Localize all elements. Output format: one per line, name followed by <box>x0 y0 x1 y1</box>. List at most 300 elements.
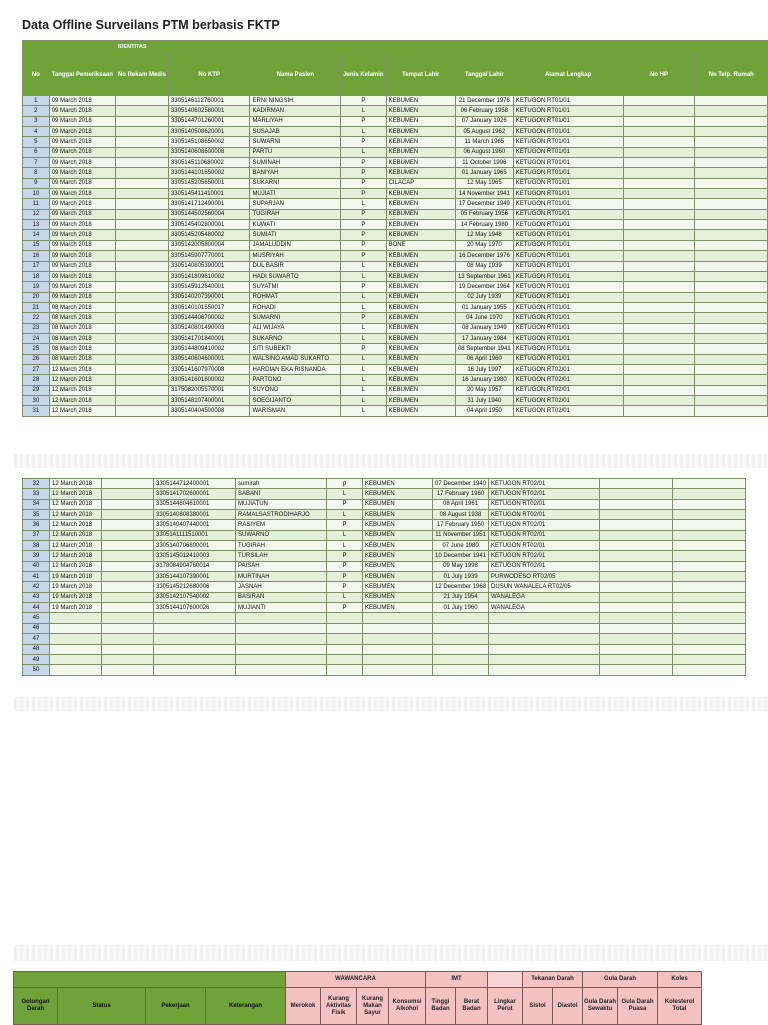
cell-rekam-medis[interactable] <box>102 510 154 520</box>
cell-empty[interactable] <box>236 613 327 623</box>
cell-jk[interactable]: P <box>341 209 386 219</box>
cell-ktp[interactable]: 3305140407440001 <box>154 520 236 530</box>
cell-no[interactable]: 41 <box>23 572 50 582</box>
cell-tanggal[interactable]: 09 March 2018 <box>49 189 115 199</box>
cell-empty[interactable] <box>433 644 489 654</box>
cell-rekam-medis[interactable] <box>115 395 168 405</box>
cell-empty[interactable] <box>673 613 746 623</box>
cell-empty[interactable] <box>433 613 489 623</box>
cell-tanggal-lahir[interactable]: 21 December 1976 <box>455 96 513 106</box>
cell-no[interactable]: 6 <box>23 147 50 157</box>
cell-hp[interactable] <box>623 344 695 354</box>
cell-jk[interactable]: L <box>341 385 386 395</box>
cell-tanggal-lahir[interactable]: 08 April 1961 <box>433 499 489 509</box>
cell-telp[interactable] <box>695 302 768 312</box>
cell-no[interactable]: 50 <box>23 665 50 675</box>
cell-empty[interactable] <box>600 654 673 664</box>
cell-no[interactable]: 25 <box>23 344 50 354</box>
cell-nama[interactable]: JAMALUDDIN <box>250 240 341 250</box>
cell-alamat[interactable]: KETUGON RT02/01 <box>489 479 600 489</box>
cell-hp[interactable] <box>623 127 695 137</box>
cell-tanggal-lahir[interactable]: 20 May 1970 <box>455 240 513 250</box>
cell-tanggal-lahir[interactable]: 17 January 1984 <box>455 333 513 343</box>
cell-hp[interactable] <box>623 333 695 343</box>
cell-nama[interactable]: MURTINAH <box>236 572 327 582</box>
cell-tanggal-lahir[interactable]: 01 July 1939 <box>433 572 489 582</box>
cell-telp[interactable] <box>695 209 768 219</box>
cell-jk[interactable]: L <box>341 354 386 364</box>
cell-empty[interactable] <box>489 665 600 675</box>
cell-empty[interactable] <box>102 613 154 623</box>
cell-telp[interactable] <box>695 189 768 199</box>
cell-empty[interactable] <box>600 665 673 675</box>
cell-hp[interactable] <box>623 168 695 178</box>
cell-ktp[interactable]: 3305144107390001 <box>154 572 236 582</box>
cell-telp[interactable] <box>695 385 768 395</box>
cell-alamat[interactable]: KETUGON RT01/01 <box>513 230 623 240</box>
cell-rekam-medis[interactable] <box>115 333 168 343</box>
cell-tanggal-lahir[interactable]: 12 May 1948 <box>455 230 513 240</box>
cell-tanggal[interactable]: 09 March 2018 <box>49 158 115 168</box>
cell-telp[interactable] <box>695 323 768 333</box>
cell-hp[interactable] <box>623 220 695 230</box>
cell-tanggal-lahir[interactable]: 13 September 1961 <box>455 271 513 281</box>
cell-no[interactable]: 38 <box>23 541 50 551</box>
cell-jk[interactable]: L <box>341 323 386 333</box>
cell-tanggal-lahir[interactable]: 16 December 1976 <box>455 251 513 261</box>
cell-hp[interactable] <box>623 189 695 199</box>
cell-empty[interactable] <box>363 654 433 664</box>
cell-jk[interactable]: P <box>341 168 386 178</box>
cell-tempat-lahir[interactable]: KEBUMEN <box>386 168 455 178</box>
cell-empty[interactable] <box>673 644 746 654</box>
cell-nama[interactable]: RAMALSASTRODIHARJO <box>236 510 327 520</box>
cell-ktp[interactable]: 3305140602580001 <box>168 106 249 116</box>
cell-nama[interactable]: HARDIAN EKA RISNANDA <box>250 364 341 374</box>
cell-rekam-medis[interactable] <box>102 551 154 561</box>
cell-tanggal-lahir[interactable]: 01 January 1955 <box>455 302 513 312</box>
cell-tanggal[interactable]: 09 March 2018 <box>49 209 115 219</box>
cell-alamat[interactable]: KETUGON RT02/01 <box>513 364 623 374</box>
cell-tempat-lahir[interactable]: KEBUMEN <box>386 199 455 209</box>
cell-rekam-medis[interactable] <box>115 261 168 271</box>
cell-nama[interactable]: SOEGIJANTO <box>250 395 341 405</box>
cell-telp[interactable] <box>695 292 768 302</box>
cell-telp[interactable] <box>695 364 768 374</box>
cell-tempat-lahir[interactable]: KEBUMEN <box>386 395 455 405</box>
cell-ktp[interactable]: 3305140207390001 <box>168 292 249 302</box>
cell-telp[interactable] <box>673 551 746 561</box>
bottom-column-header[interactable]: Sistol <box>523 988 553 1025</box>
bottom-column-header[interactable]: Golongan Darah <box>14 988 58 1025</box>
cell-tanggal-lahir[interactable]: 08 January 1949 <box>455 323 513 333</box>
cell-tempat-lahir[interactable]: KEBUMEN <box>386 271 455 281</box>
cell-empty[interactable] <box>154 623 236 633</box>
cell-hp[interactable] <box>623 158 695 168</box>
cell-rekam-medis[interactable] <box>102 489 154 499</box>
cell-hp[interactable] <box>600 530 673 540</box>
cell-tanggal-lahir[interactable]: 06 April 1960 <box>455 354 513 364</box>
cell-no[interactable]: 30 <box>23 395 50 405</box>
cell-alamat[interactable]: WANALEGA <box>489 603 600 613</box>
cell-tanggal-lahir[interactable]: 31 July 1940 <box>455 395 513 405</box>
column-header[interactable]: Nama Pasien <box>250 54 341 96</box>
cell-tempat-lahir[interactable]: KEBUMEN <box>386 313 455 323</box>
cell-ktp[interactable]: 3305144406700002 <box>168 313 249 323</box>
cell-tanggal-lahir[interactable]: 19 December 1964 <box>455 282 513 292</box>
cell-tanggal[interactable]: 19 March 2018 <box>50 603 102 613</box>
cell-tempat-lahir[interactable]: KEBUMEN <box>363 582 433 592</box>
cell-nama[interactable]: MUJIANTI <box>236 603 327 613</box>
cell-nama[interactable]: ROHADI <box>250 302 341 312</box>
cell-empty[interactable] <box>600 644 673 654</box>
cell-telp[interactable] <box>673 541 746 551</box>
cell-tempat-lahir[interactable]: KEBUMEN <box>386 344 455 354</box>
cell-tanggal-lahir[interactable]: 08 September 1941 <box>455 344 513 354</box>
cell-alamat[interactable]: KETUGON RT01/01 <box>513 189 623 199</box>
bottom-column-header[interactable]: Merokok <box>286 988 321 1025</box>
cell-hp[interactable] <box>600 551 673 561</box>
cell-tanggal[interactable]: 09 March 2018 <box>49 240 115 250</box>
cell-no[interactable]: 9 <box>23 178 50 188</box>
cell-nama[interactable]: PARTONO <box>250 375 341 385</box>
cell-nama[interactable]: MUJIATUN <box>236 499 327 509</box>
cell-nama[interactable]: RASIYEM <box>236 520 327 530</box>
cell-tanggal[interactable]: 09 March 2018 <box>49 251 115 261</box>
bottom-column-header[interactable]: Berat Badan <box>456 988 488 1025</box>
cell-tempat-lahir[interactable]: KEBUMEN <box>363 551 433 561</box>
bottom-column-header[interactable]: Kurang Makan Sayur <box>357 988 389 1025</box>
cell-no[interactable]: 17 <box>23 261 50 271</box>
cell-nama[interactable]: KUWATI <box>250 220 341 230</box>
cell-tanggal[interactable]: 12 March 2018 <box>49 364 115 374</box>
cell-rekam-medis[interactable] <box>115 364 168 374</box>
cell-rekam-medis[interactable] <box>115 230 168 240</box>
cell-alamat[interactable]: KETUGON RT02/01 <box>489 489 600 499</box>
cell-ktp[interactable]: 3305140608600008 <box>168 147 249 157</box>
cell-hp[interactable] <box>623 375 695 385</box>
cell-tanggal[interactable]: 08 March 2018 <box>49 354 115 364</box>
cell-jk[interactable]: L <box>327 489 363 499</box>
cell-tanggal-lahir[interactable]: 11 November 1951 <box>433 530 489 540</box>
cell-no[interactable]: 31 <box>23 406 50 416</box>
cell-empty[interactable] <box>50 654 102 664</box>
cell-telp[interactable] <box>673 592 746 602</box>
bottom-column-header[interactable]: Lingkar Perut <box>488 988 523 1025</box>
cell-tempat-lahir[interactable]: KEBUMEN <box>363 489 433 499</box>
cell-empty[interactable] <box>433 623 489 633</box>
cell-no[interactable]: 27 <box>23 364 50 374</box>
cell-no[interactable]: 48 <box>23 644 50 654</box>
cell-alamat[interactable]: KETUGON RT02/01 <box>489 520 600 530</box>
cell-hp[interactable] <box>600 592 673 602</box>
cell-rekam-medis[interactable] <box>115 375 168 385</box>
cell-empty[interactable] <box>600 634 673 644</box>
cell-tanggal-lahir[interactable]: 21 July 1954 <box>433 592 489 602</box>
column-header[interactable]: No KTP <box>168 54 249 96</box>
cell-alamat[interactable]: KETUGON RT02/01 <box>489 499 600 509</box>
cell-tanggal[interactable]: 19 March 2018 <box>50 582 102 592</box>
cell-telp[interactable] <box>695 375 768 385</box>
cell-nama[interactable]: PAISAH <box>236 561 327 571</box>
cell-tempat-lahir[interactable]: KEBUMEN <box>386 302 455 312</box>
bottom-column-header[interactable]: Konsumsi Alkohol <box>389 988 426 1025</box>
cell-nama[interactable]: SUWARNI <box>250 137 341 147</box>
cell-telp[interactable] <box>673 530 746 540</box>
cell-alamat[interactable]: KETUGON RT02/01 <box>513 375 623 385</box>
cell-nama[interactable]: ERNI NINGSIH <box>250 96 341 106</box>
cell-telp[interactable] <box>673 499 746 509</box>
cell-nama[interactable]: sumirah <box>236 479 327 489</box>
cell-alamat[interactable]: KETUGON RT01/01 <box>513 199 623 209</box>
cell-empty[interactable] <box>600 613 673 623</box>
cell-nama[interactable]: MUSRIYAH <box>250 251 341 261</box>
cell-tanggal[interactable]: 12 March 2018 <box>50 479 102 489</box>
cell-no[interactable]: 44 <box>23 603 50 613</box>
cell-tanggal-lahir[interactable]: 06 August 1960 <box>455 147 513 157</box>
cell-telp[interactable] <box>673 489 746 499</box>
bottom-column-header[interactable]: Kurang Aktivitas Fisik <box>321 988 357 1025</box>
cell-alamat[interactable]: KETUGON RT01/01 <box>513 333 623 343</box>
cell-ktp[interactable]: 3305140404500008 <box>168 406 249 416</box>
cell-empty[interactable] <box>489 613 600 623</box>
cell-rekam-medis[interactable] <box>115 271 168 281</box>
cell-no[interactable]: 46 <box>23 623 50 633</box>
cell-tempat-lahir[interactable]: KEBUMEN <box>386 106 455 116</box>
cell-empty[interactable] <box>327 613 363 623</box>
cell-telp[interactable] <box>695 106 768 116</box>
bottom-column-header[interactable]: Pekerjaan <box>146 988 206 1025</box>
cell-tanggal[interactable]: 09 March 2018 <box>49 106 115 116</box>
cell-telp[interactable] <box>673 510 746 520</box>
cell-no[interactable]: 13 <box>23 220 50 230</box>
cell-alamat[interactable]: KETUGON RT01/01 <box>513 116 623 126</box>
cell-telp[interactable] <box>695 395 768 405</box>
cell-tanggal[interactable]: 09 March 2018 <box>49 168 115 178</box>
cell-tanggal-lahir[interactable]: 17 February 1960 <box>433 489 489 499</box>
cell-alamat[interactable]: KETUGON RT02/01 <box>513 395 623 405</box>
cell-rekam-medis[interactable] <box>102 582 154 592</box>
cell-ktp[interactable]: 3305141702600001 <box>154 489 236 499</box>
cell-nama[interactable]: MARLIYAH <box>250 116 341 126</box>
cell-tempat-lahir[interactable]: KEBUMEN <box>386 189 455 199</box>
cell-telp[interactable] <box>695 168 768 178</box>
cell-alamat[interactable]: KETUGON RT01/01 <box>513 282 623 292</box>
column-header[interactable]: Alamat Lengkap <box>513 54 623 96</box>
cell-tanggal-lahir[interactable]: 05 August 1962 <box>455 127 513 137</box>
cell-alamat[interactable]: KETUGON RT02/01 <box>489 510 600 520</box>
cell-tanggal[interactable]: 19 March 2018 <box>50 592 102 602</box>
cell-rekam-medis[interactable] <box>115 106 168 116</box>
cell-alamat[interactable]: KETUGON RT02/01 <box>489 561 600 571</box>
cell-tanggal[interactable]: 09 March 2018 <box>49 116 115 126</box>
cell-no[interactable]: 12 <box>23 209 50 219</box>
cell-rekam-medis[interactable] <box>102 541 154 551</box>
cell-ktp[interactable]: 3305144712400001 <box>154 479 236 489</box>
cell-no[interactable]: 32 <box>23 479 50 489</box>
cell-jk[interactable]: L <box>341 406 386 416</box>
cell-empty[interactable] <box>50 665 102 675</box>
cell-telp[interactable] <box>695 313 768 323</box>
cell-no[interactable]: 28 <box>23 375 50 385</box>
cell-empty[interactable] <box>433 654 489 664</box>
cell-jk[interactable]: L <box>341 395 386 405</box>
cell-empty[interactable] <box>433 665 489 675</box>
cell-tanggal[interactable]: 12 March 2018 <box>50 551 102 561</box>
cell-tanggal[interactable]: 08 March 2018 <box>49 302 115 312</box>
cell-ktp[interactable]: 3305144107600026 <box>154 603 236 613</box>
cell-ktp[interactable]: 3305141601800002 <box>168 375 249 385</box>
cell-jk[interactable]: L <box>327 592 363 602</box>
cell-tanggal[interactable]: 09 March 2018 <box>49 147 115 157</box>
cell-alamat[interactable]: KETUGON RT01/01 <box>513 344 623 354</box>
cell-nama[interactable]: SUMIATI <box>250 230 341 240</box>
cell-hp[interactable] <box>600 572 673 582</box>
cell-hp[interactable] <box>623 323 695 333</box>
cell-hp[interactable] <box>623 354 695 364</box>
cell-tanggal[interactable]: 12 March 2018 <box>50 530 102 540</box>
cell-alamat[interactable]: KETUGON RT01/01 <box>513 354 623 364</box>
cell-no[interactable]: 37 <box>23 530 50 540</box>
cell-hp[interactable] <box>623 209 695 219</box>
cell-alamat[interactable]: KETUGON RT01/01 <box>513 240 623 250</box>
cell-no[interactable]: 4 <box>23 127 50 137</box>
cell-no[interactable]: 22 <box>23 313 50 323</box>
cell-jk[interactable]: L <box>341 364 386 374</box>
cell-tanggal-lahir[interactable]: 05 February 1956 <box>455 209 513 219</box>
cell-tempat-lahir[interactable]: KEBUMEN <box>386 385 455 395</box>
bottom-column-header[interactable]: Gula Darah Puasa <box>618 988 658 1025</box>
cell-rekam-medis[interactable] <box>115 96 168 106</box>
cell-tanggal-lahir[interactable]: 08 August 1938 <box>433 510 489 520</box>
cell-telp[interactable] <box>695 220 768 230</box>
cell-tanggal[interactable]: 09 March 2018 <box>49 199 115 209</box>
cell-ktp[interactable]: 3305140604600001 <box>168 354 249 364</box>
cell-tanggal-lahir[interactable]: 17 December 1949 <box>455 199 513 209</box>
column-header[interactable]: Jenis Kelamin <box>341 54 386 96</box>
cell-rekam-medis[interactable] <box>102 499 154 509</box>
cell-no[interactable]: 49 <box>23 654 50 664</box>
cell-tempat-lahir[interactable]: KEBUMEN <box>386 354 455 364</box>
cell-hp[interactable] <box>623 240 695 250</box>
cell-tempat-lahir[interactable]: KEBUMEN <box>363 592 433 602</box>
cell-jk[interactable]: L <box>341 375 386 385</box>
cell-ktp[interactable]: 3305142107540002 <box>154 592 236 602</box>
cell-hp[interactable] <box>623 96 695 106</box>
cell-ktp[interactable]: 3178084904760014 <box>154 561 236 571</box>
cell-telp[interactable] <box>673 572 746 582</box>
cell-jk[interactable]: P <box>327 582 363 592</box>
cell-empty[interactable] <box>673 665 746 675</box>
cell-tanggal-lahir[interactable]: 04 April 1950 <box>455 406 513 416</box>
cell-tempat-lahir[interactable]: KEBUMEN <box>386 96 455 106</box>
cell-empty[interactable] <box>433 634 489 644</box>
cell-rekam-medis[interactable] <box>115 178 168 188</box>
cell-ktp[interactable]: 3305144804610001 <box>154 499 236 509</box>
bottom-column-header[interactable]: Keterangan <box>206 988 286 1025</box>
cell-empty[interactable] <box>102 634 154 644</box>
cell-jk[interactable]: p <box>327 479 363 489</box>
cell-empty[interactable] <box>154 613 236 623</box>
cell-hp[interactable] <box>623 178 695 188</box>
cell-telp[interactable] <box>673 479 746 489</box>
cell-tempat-lahir[interactable]: BONE <box>386 240 455 250</box>
cell-jk[interactable]: L <box>327 510 363 520</box>
cell-ktp[interactable]: 3305145402800001 <box>168 220 249 230</box>
cell-no[interactable]: 16 <box>23 251 50 261</box>
cell-jk[interactable]: P <box>327 603 363 613</box>
cell-tempat-lahir[interactable]: KEBUMEN <box>386 375 455 385</box>
cell-tanggal-lahir[interactable]: 16 January 1980 <box>455 375 513 385</box>
cell-tanggal-lahir[interactable]: 14 November 1941 <box>455 189 513 199</box>
cell-tanggal-lahir[interactable]: 12 December 1968 <box>433 582 489 592</box>
cell-ktp[interactable]: 3305140706800001 <box>154 541 236 551</box>
cell-alamat[interactable]: KETUGON RT01/01 <box>513 251 623 261</box>
column-header[interactable]: Tanggal Pemeriksaan <box>49 54 115 96</box>
cell-no[interactable]: 29 <box>23 385 50 395</box>
cell-alamat[interactable]: KETUGON RT02/01 <box>513 406 623 416</box>
cell-rekam-medis[interactable] <box>115 189 168 199</box>
cell-hp[interactable] <box>623 147 695 157</box>
cell-ktp[interactable]: 3305141111510001 <box>154 530 236 540</box>
cell-empty[interactable] <box>102 654 154 664</box>
cell-alamat[interactable]: KETUGON RT01/01 <box>513 261 623 271</box>
cell-jk[interactable]: L <box>341 106 386 116</box>
cell-tanggal[interactable]: 12 March 2018 <box>50 541 102 551</box>
cell-hp[interactable] <box>623 292 695 302</box>
cell-ktp[interactable]: 3305145411410001 <box>168 189 249 199</box>
cell-tanggal[interactable]: 09 March 2018 <box>49 261 115 271</box>
cell-rekam-medis[interactable] <box>115 158 168 168</box>
cell-alamat[interactable]: KETUGON RT01/01 <box>513 271 623 281</box>
cell-nama[interactable]: BANIYAH <box>250 168 341 178</box>
cell-jk[interactable]: P <box>341 189 386 199</box>
cell-jk[interactable]: P <box>341 313 386 323</box>
cell-hp[interactable] <box>623 106 695 116</box>
cell-rekam-medis[interactable] <box>115 354 168 364</box>
cell-alamat[interactable]: KETUGON RT01/01 <box>513 106 623 116</box>
cell-no[interactable]: 11 <box>23 199 50 209</box>
cell-tempat-lahir[interactable]: KEBUMEN <box>386 292 455 302</box>
cell-telp[interactable] <box>695 116 768 126</box>
cell-empty[interactable] <box>327 654 363 664</box>
cell-no[interactable]: 21 <box>23 302 50 312</box>
cell-hp[interactable] <box>623 385 695 395</box>
column-header[interactable]: Tanggal Lahir <box>455 54 513 96</box>
cell-nama[interactable]: SUKARNI <box>250 178 341 188</box>
cell-ktp[interactable]: 3305145108650002 <box>168 137 249 147</box>
cell-tempat-lahir[interactable]: KEBUMEN <box>363 510 433 520</box>
cell-empty[interactable] <box>154 654 236 664</box>
cell-tanggal-lahir[interactable]: 10 December 1941 <box>433 551 489 561</box>
cell-ktp[interactable]: 3305146112760001 <box>168 96 249 106</box>
cell-telp[interactable] <box>695 147 768 157</box>
cell-no[interactable]: 43 <box>23 592 50 602</box>
cell-ktp[interactable]: 3305142005800004 <box>168 240 249 250</box>
cell-ktp[interactable]: 3305145912640001 <box>168 282 249 292</box>
cell-hp[interactable] <box>623 302 695 312</box>
cell-ktp[interactable]: 3305145110680002 <box>168 158 249 168</box>
cell-rekam-medis[interactable] <box>115 292 168 302</box>
cell-alamat[interactable]: KETUGON RT01/01 <box>513 178 623 188</box>
cell-tempat-lahir[interactable]: KEBUMEN <box>363 499 433 509</box>
cell-empty[interactable] <box>154 644 236 654</box>
cell-rekam-medis[interactable] <box>115 209 168 219</box>
cell-rekam-medis[interactable] <box>115 147 168 157</box>
cell-telp[interactable] <box>673 582 746 592</box>
cell-rekam-medis[interactable] <box>115 323 168 333</box>
cell-no[interactable]: 33 <box>23 489 50 499</box>
